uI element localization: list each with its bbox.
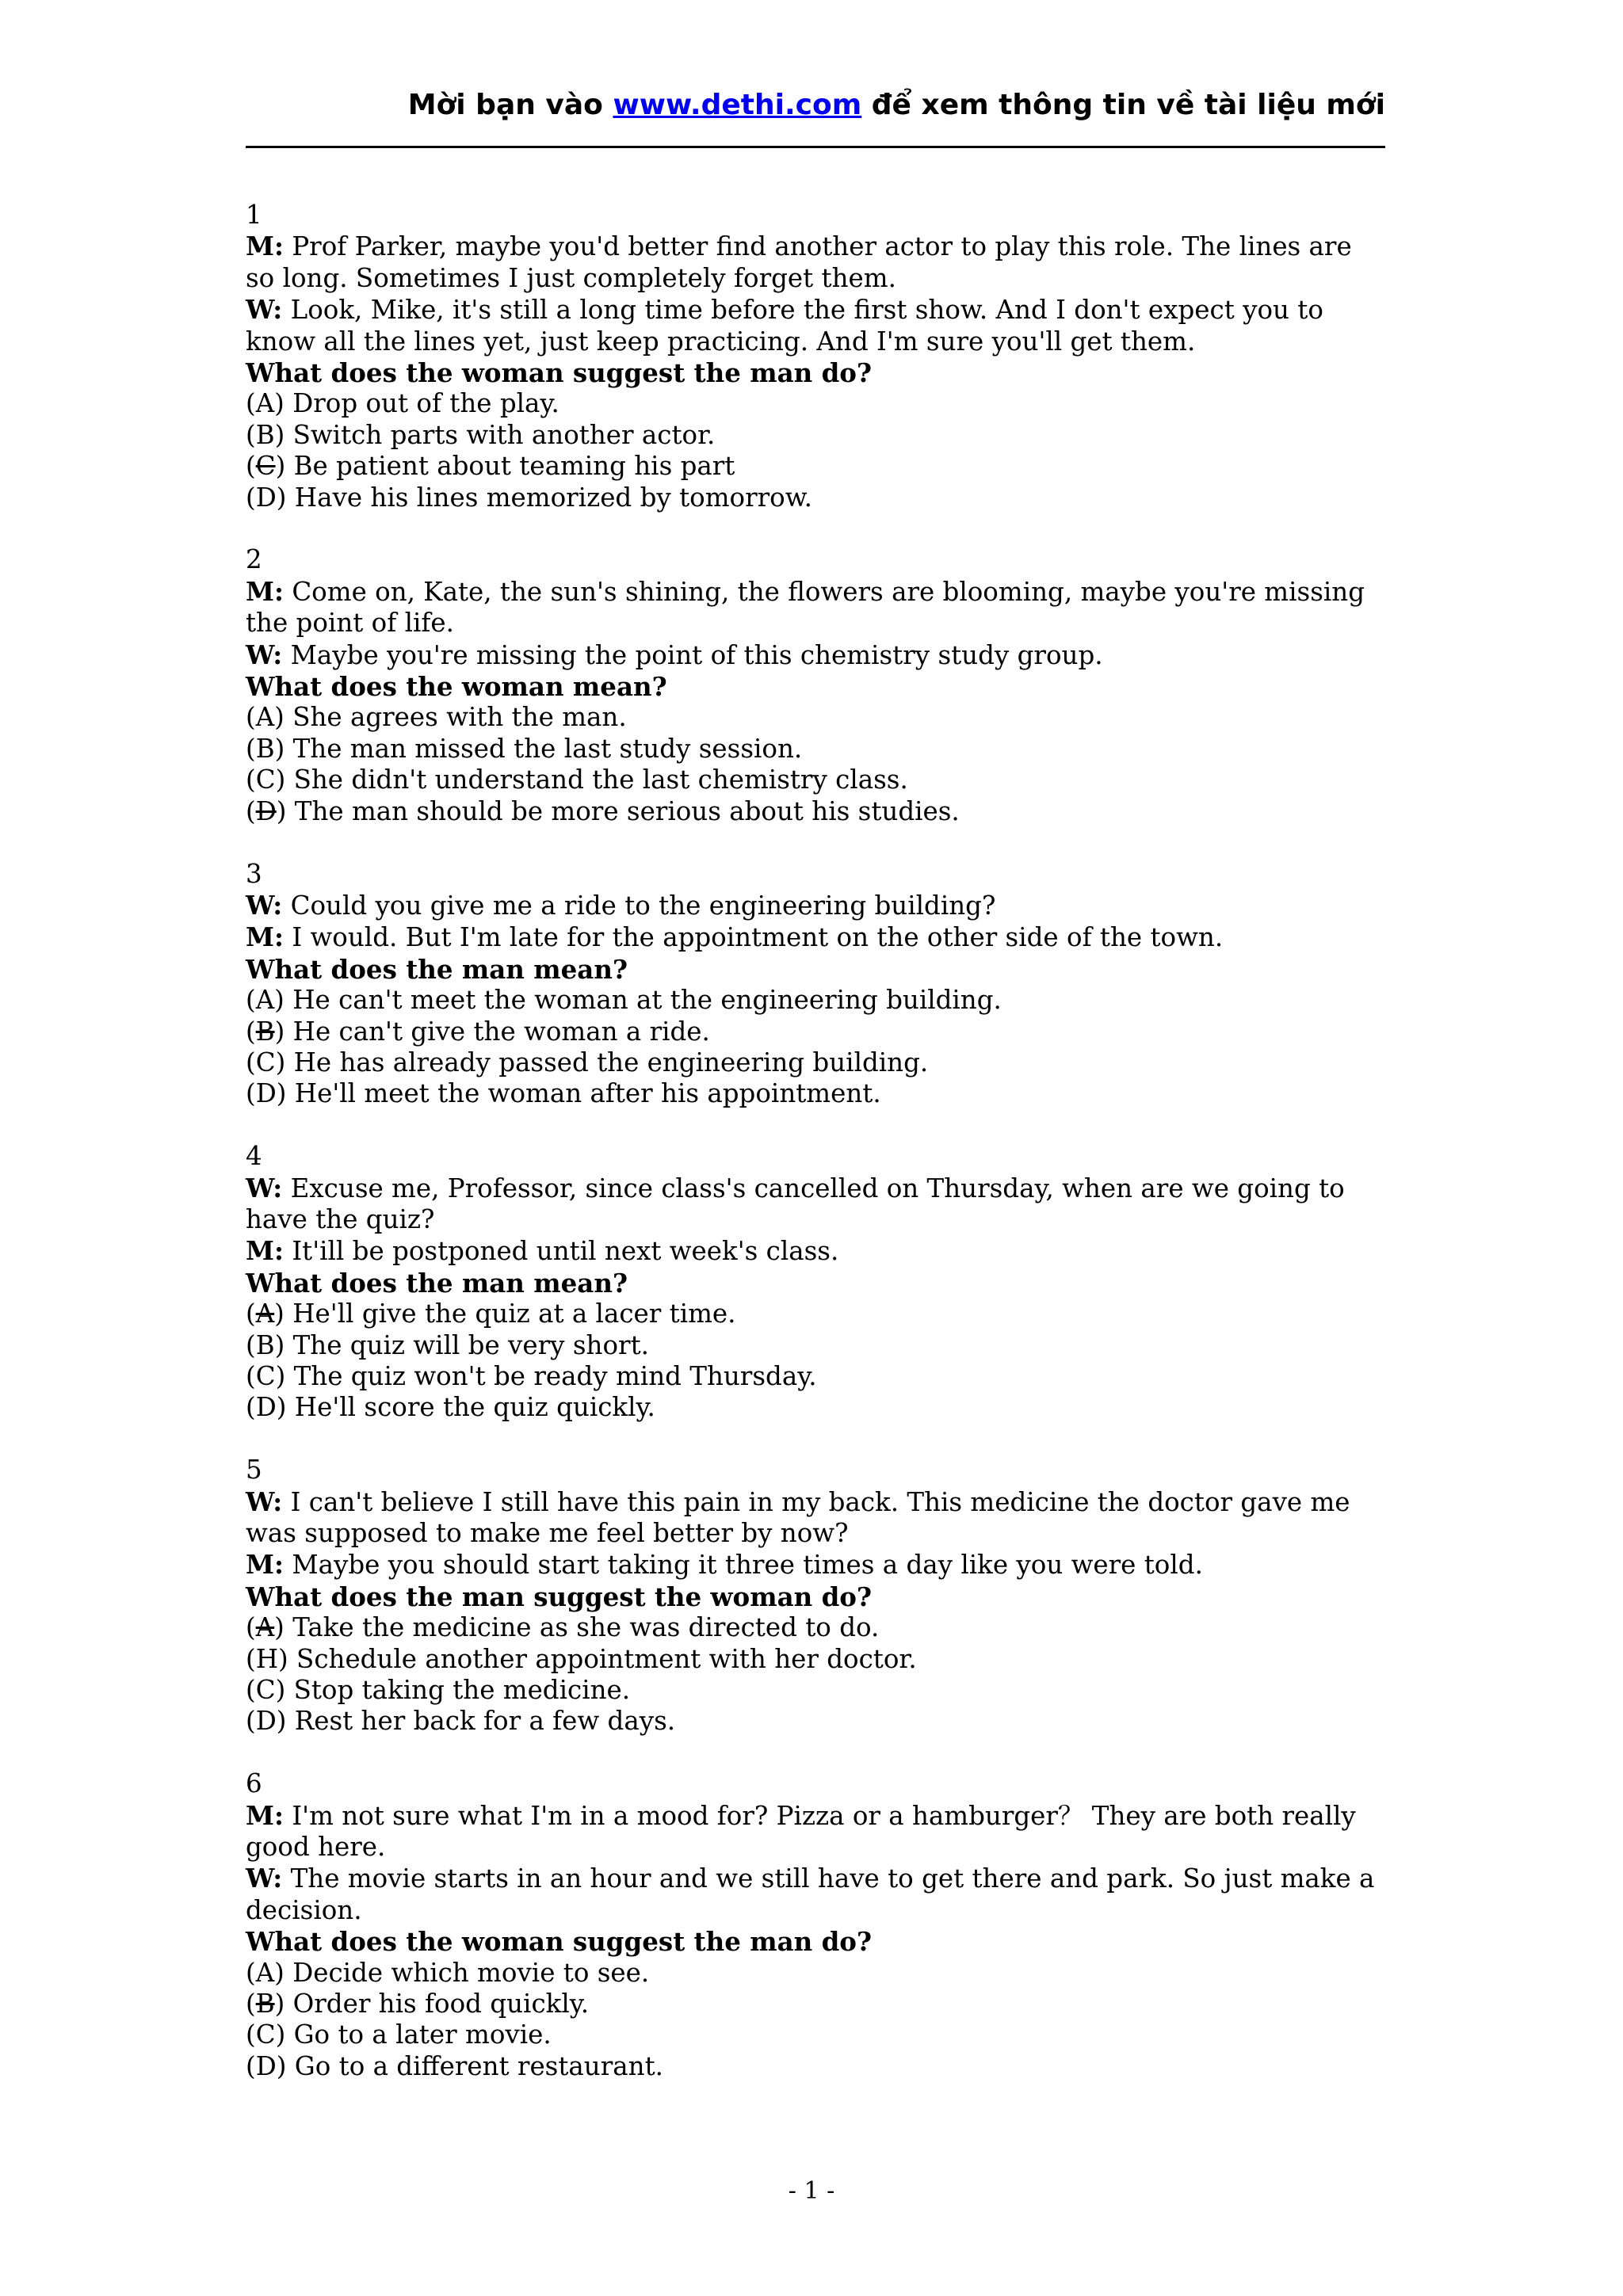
answer-option: (C) He has already passed the engineering building. [246,1047,929,1077]
option-letter: D [255,482,277,513]
option-letter-marked: B [255,1989,275,2019]
speaker-label: W: [246,1486,283,1517]
dialogue-line [246,576,1387,639]
question-number: 2 [246,544,262,575]
question-prompt: What does the man mean? [246,953,628,985]
dialogue-line [246,294,1387,357]
option-text: Go to a different restaurant. [286,2050,663,2081]
dialogue-text: Maybe you should start taking it three times a day like you were told. [283,1550,1203,1581]
speaker-label: M: [246,575,284,607]
speaker-label: M: [246,231,284,262]
dialogue-text: Look, Mike, it's still a long time before the first show. And I don't expect you to know all the lines yet, just keep practicing. And I'm sure you'll get them. [246,295,1323,357]
option-text: The man missed the last study session. [285,733,803,764]
option-letter: A [255,985,275,1016]
option-text: She agrees with the man. [284,702,627,733]
option-text: Rest her back for a few days. [286,1706,676,1737]
dialogue-line [246,1549,1387,1581]
dialogue-line [246,1235,1387,1267]
option-letter: D [255,2050,277,2081]
option-letter: D [255,1392,277,1423]
answer-option: (H) Schedule another appointment with her doctor. [246,1643,917,1674]
dialogue-text: I would. But I'm late for the appointment on the other side of the town. [283,922,1224,953]
option-text: Order his food quickly. [285,1989,590,2019]
dialogue-text: I'm not sure what I'm in a mood for? Pizza or a hamburger？ They are both really good here. [246,1800,1356,1863]
question-block [246,200,1387,513]
answer-option: (D) Rest her back for a few days. [246,1706,676,1737]
header-suffix: để xem thông tin về tài liệu mới [861,89,1385,121]
speaker-label: W: [246,1172,283,1203]
speaker-label: M: [246,1235,284,1267]
option-letter-marked: D [255,795,277,826]
option-text: Go to a later movie. [285,2019,552,2050]
dialogue-text: Could you give me a ride to the engineering building? [282,890,996,921]
answer-option-marked: (B) Order his food quickly. [246,1989,590,2019]
answer-option: (C) She didn't understand the last chemistry class. [246,765,908,795]
answer-option: (D) Go to a different restaurant. [246,2050,663,2081]
speaker-label: W: [246,1863,283,1894]
speaker-label: W: [246,639,283,670]
question-prompt: What does the man suggest the woman do? [246,1581,873,1612]
option-letter: B [255,733,275,764]
option-text: He can't give the woman a ride. [285,1016,710,1047]
option-letter: D [255,1706,277,1737]
question-number: 4 [246,1141,262,1172]
option-text: He'll give the quiz at a lacer time. [284,1299,736,1329]
dialogue-line [246,1173,1387,1236]
option-text: He'll meet the woman after his appointment. [286,1078,881,1109]
option-letter-marked: A [255,1299,275,1329]
answer-option: (D) He'll meet the woman after his appointment. [246,1078,881,1109]
option-letter-marked: A [255,1612,275,1643]
option-letter-marked: B [255,1016,275,1047]
question-number: 5 [246,1455,262,1486]
option-text: He'll score the quiz quickly. [286,1392,655,1423]
option-letter: A [255,1957,275,1988]
option-letter: B [255,1329,275,1360]
dialogue-line [246,921,1387,953]
question-prompt: What does the woman mean? [246,671,667,703]
option-letter: B [255,419,275,450]
option-letter: H [255,1643,279,1674]
speaker-label: W: [246,889,283,921]
option-letter-marked: C [255,451,276,482]
option-text: Switch parts with another actor. [285,419,716,450]
question-list [246,200,1387,2114]
answer-option: (C) Go to a later movie. [246,2019,552,2050]
option-text: He has already passed the engineering building. [285,1047,929,1077]
question-block [246,1768,1387,2082]
question-number: 1 [246,200,262,230]
option-text: Have his lines memorized by tomorrow. [286,482,813,513]
option-text: Take the medicine as she was directed to do. [284,1612,880,1643]
option-text: She didn't understand the last chemistry class. [285,765,908,795]
speaker-label: M: [246,1799,284,1831]
dialogue-line [246,890,1387,921]
option-text: Be patient about teaming his part [285,451,735,482]
option-letter: A [255,388,275,419]
option-text: The man should be more serious about his studies. [286,795,960,826]
option-text: The quiz won't be ready mind Thursday. [285,1360,817,1391]
dialogue-line [246,231,1387,294]
question-number: 3 [246,858,262,889]
option-letter: A [255,702,275,733]
option-letter: C [255,765,276,795]
option-text: Stop taking the medicine. [285,1675,631,1706]
question-block [246,544,1387,827]
answer-option: (A) Drop out of the play. [246,388,559,419]
dialogue-line [246,1486,1387,1550]
dialogue-text: Come on, Kate, the sun's shining, the flowers are blooming, maybe you're missing the point of life. [246,576,1365,639]
dialogue-text: I can't believe I still have this pain in my back. This medicine the doctor gave me was supposed to make me feel better by now? [246,1486,1350,1548]
dialogue-text: Prof Parker, maybe you'd better find another actor to play this role. The lines are so long. Sometimes I just completely forget them. [246,231,1352,293]
option-letter: D [255,1078,277,1109]
header-divider [246,146,1385,148]
speaker-label: M: [246,921,284,953]
answer-option: (C) The quiz won't be ready mind Thursday. [246,1360,817,1391]
page-number: - 1 - [788,2177,835,2205]
page-header [246,86,1385,125]
answer-option: (A) He can't meet the woman at the engineering building. [246,985,1002,1016]
answer-option: (D) Have his lines memorized by tomorrow. [246,482,813,513]
dialogue-line [246,1800,1387,1863]
speaker-label: W: [246,294,283,326]
question-block [246,859,1387,1110]
answer-option-marked: (C) Be patient about teaming his part [246,451,735,482]
question-block [246,1141,1387,1424]
answer-option: (B) Switch parts with another actor. [246,419,716,450]
dialogue-text: It'ill be postponed until next week's class. [283,1236,839,1267]
answer-option: (D) He'll score the quiz quickly. [246,1392,655,1423]
dialogue-line [246,1863,1387,1926]
option-letter: C [255,1047,276,1077]
answer-option-marked: (B) He can't give the woman a ride. [246,1016,710,1047]
question-prompt: What does the woman suggest the man do? [246,1926,873,1958]
option-text: The quiz will be very short. [285,1329,649,1360]
dialogue-text: The movie starts in an hour and we still have to get there and park. So just make a decision. [246,1863,1375,1925]
answer-option-marked: (D) The man should be more serious about his studies. [246,795,960,826]
question-prompt: What does the man mean? [246,1267,628,1299]
option-text: Decide which movie to see. [284,1957,650,1988]
option-letter: C [255,1360,276,1391]
speaker-label: M: [246,1549,284,1581]
question-block [246,1455,1387,1737]
answer-option: (A) She agrees with the man. [246,702,627,733]
answer-option: (B) The man missed the last study session. [246,733,803,764]
answer-option: (C) Stop taking the medicine. [246,1675,631,1706]
option-text: He can't meet the woman at the engineering building. [284,985,1002,1016]
answer-option: (A) Decide which movie to see. [246,1957,650,1988]
answer-option-marked: (A) Take the medicine as she was directed to do. [246,1612,880,1643]
dialogue-text: Excuse me, Professor, since class's cancelled on Thursday, when are we going to have the quiz? [246,1173,1345,1234]
site-link[interactable]: www.dethi.com [613,89,862,121]
option-letter: C [255,1675,276,1706]
question-prompt: What does the woman suggest the man do? [246,357,873,389]
answer-option: (B) The quiz will be very short. [246,1329,649,1360]
answer-option-marked: (A) He'll give the quiz at a lacer time. [246,1299,736,1329]
header-prefix: Mời bạn vào [407,89,613,121]
option-text: Schedule another appointment with her doctor. [288,1643,917,1674]
dialogue-line [246,639,1387,671]
option-text: Drop out of the play. [284,388,559,419]
dialogue-text: Maybe you're missing the point of this chemistry study group. [282,639,1103,670]
option-letter: C [255,2019,276,2050]
question-number: 6 [246,1768,262,1799]
